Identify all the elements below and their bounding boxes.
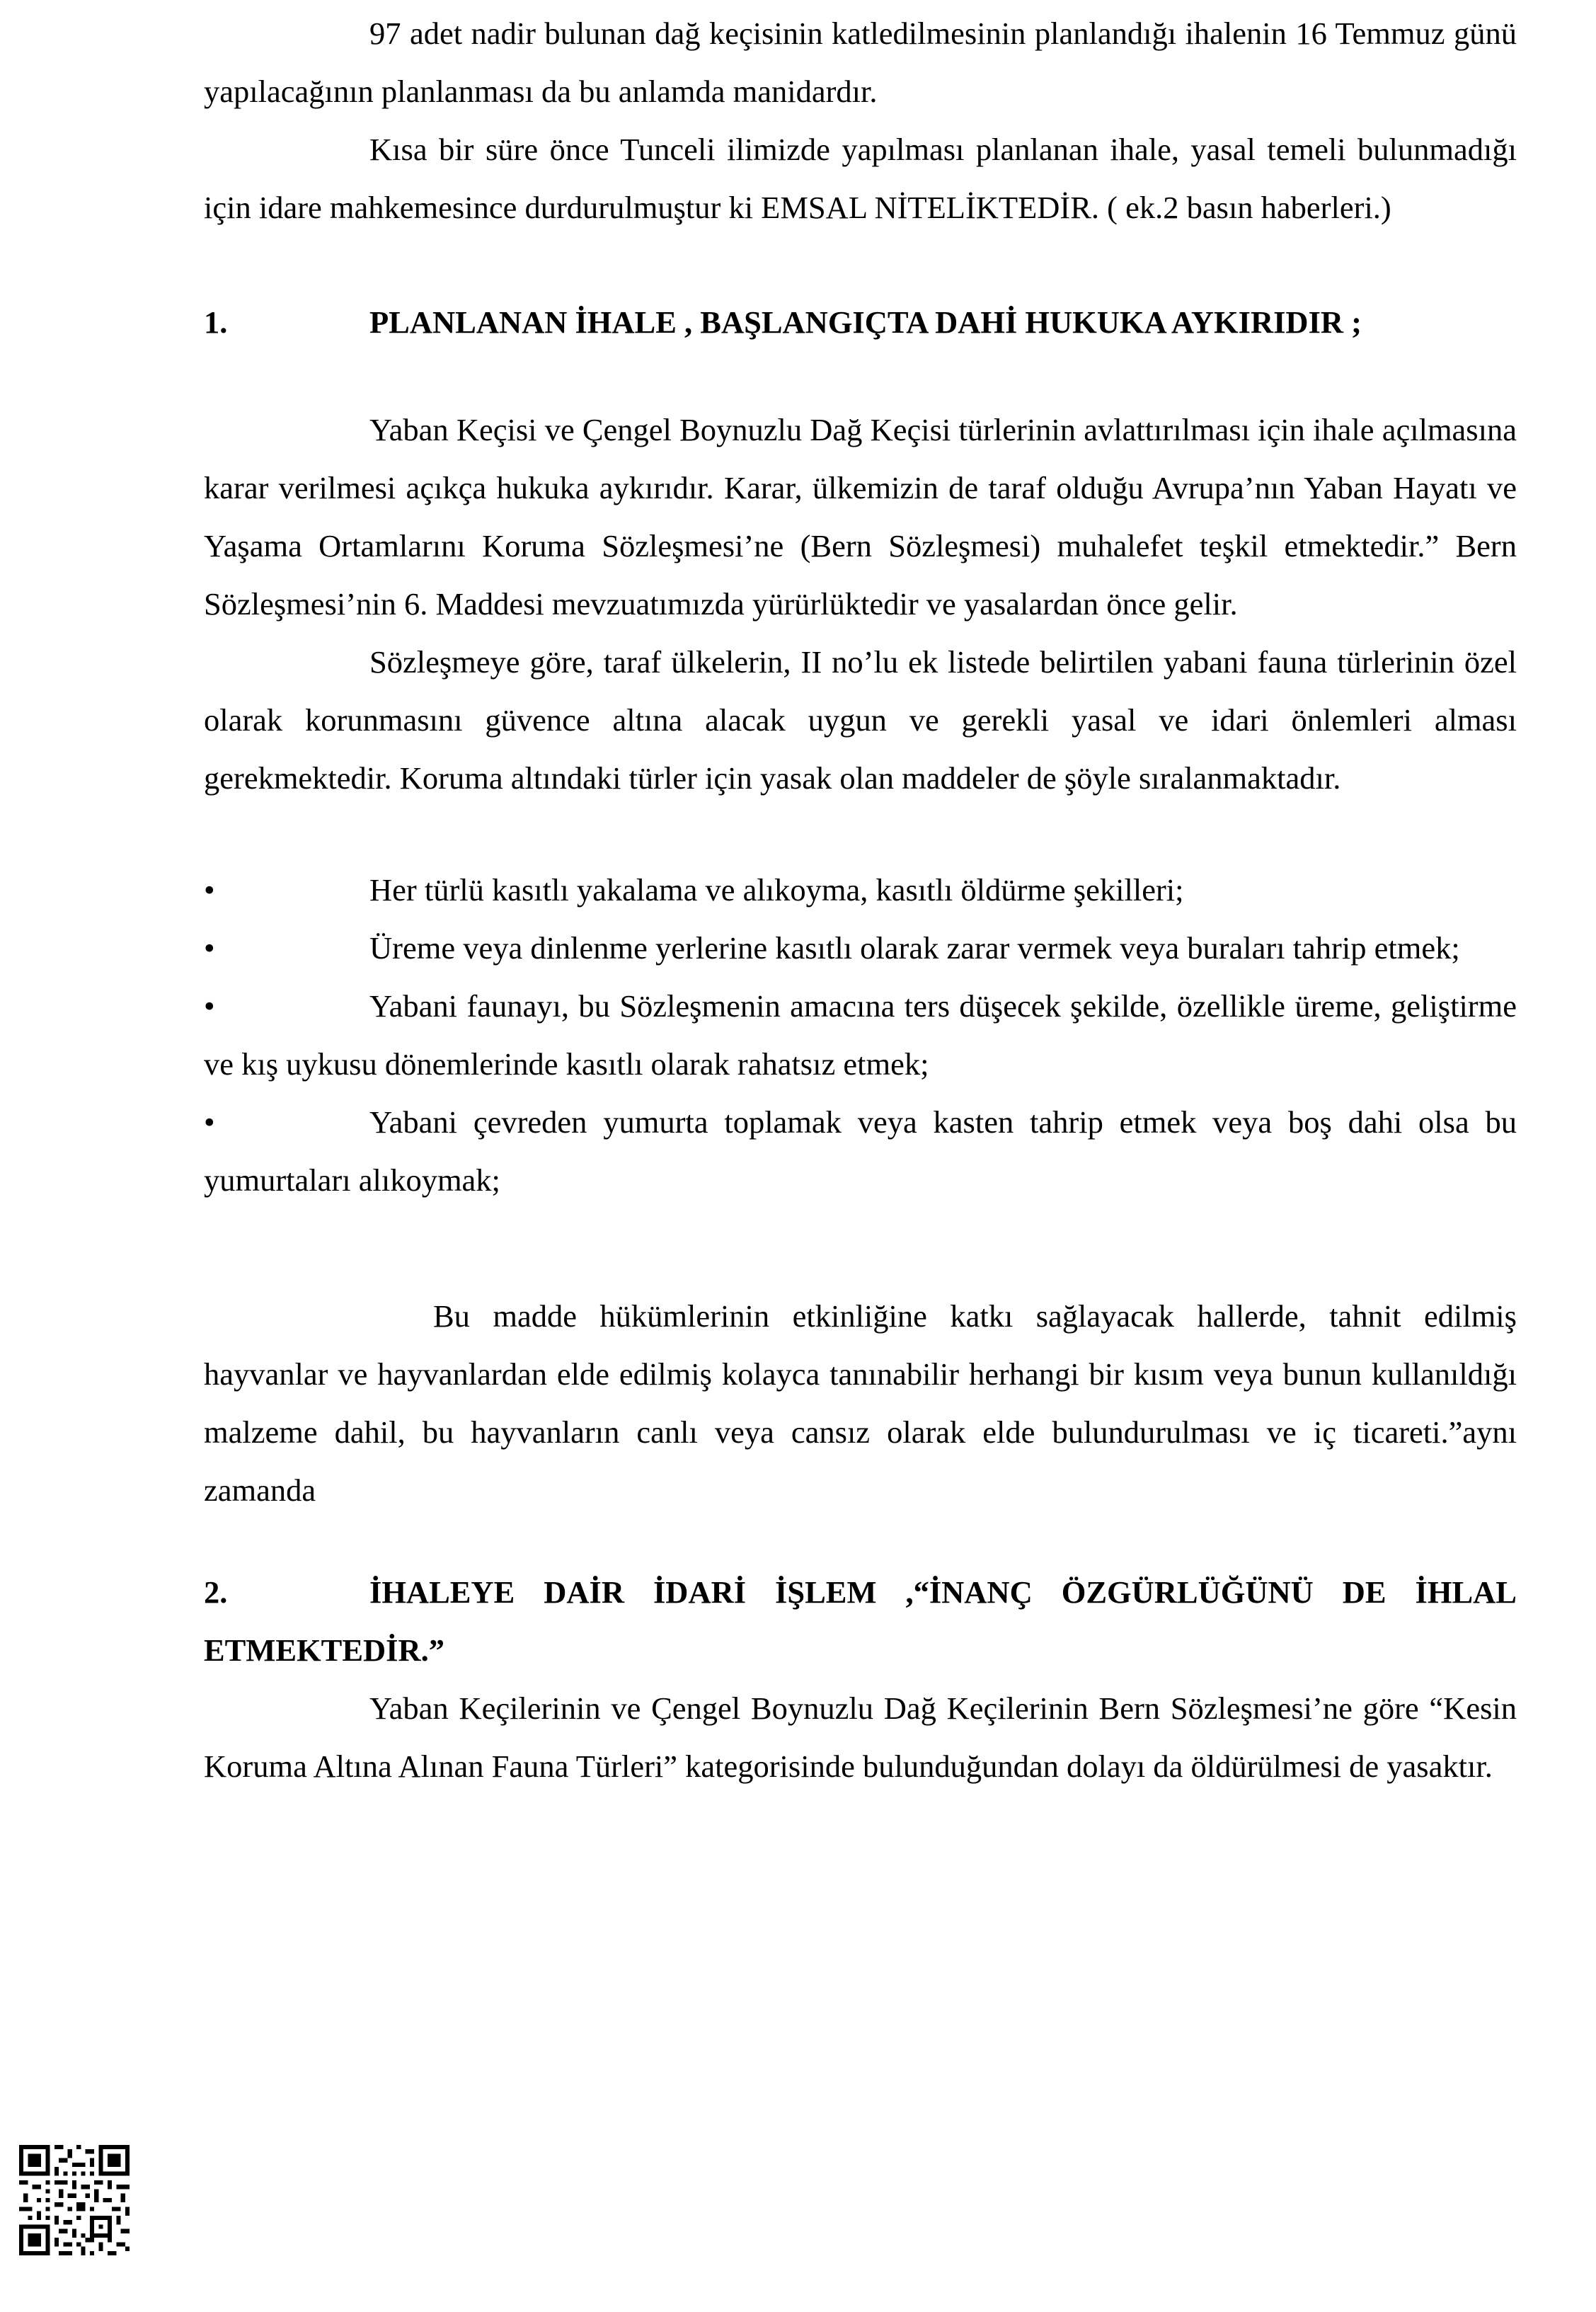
list-item <box>204 861 1517 919</box>
list-item-text: Üreme veya dinlenme yerlerine kasıtlı olarak zarar vermek veya buraları tahrip etmek; <box>369 930 1460 966</box>
list-item-text: Yabani faunayı, bu Sözleşmenin amacına ters düşecek şekilde, özellikle üreme, geliştirme ve kış uykusu dönemlerinde kasıtlı olarak rahatsız etmek; <box>204 988 1517 1082</box>
list-item-text: Yabani çevreden yumurta toplamak veya kasten tahrip etmek veya boş dahi olsa bu yumurtaları alıkoymak; <box>204 1104 1517 1198</box>
prohibited-acts-list <box>204 861 1517 1209</box>
list-item-text: Her türlü kasıtlı yakalama ve alıkoyma, kasıtlı öldürme şekilleri; <box>369 872 1184 908</box>
document-body <box>204 4 1517 1795</box>
list-item <box>204 1093 1517 1209</box>
section-2-heading <box>204 1563 1517 1679</box>
section-2-paragraph-1: Yaban Keçilerinin ve Çengel Boynuzlu Dağ Keçilerinin Bern Sözleşmesi’ne göre “Kesin Koruma Altına Alınan Fauna Türleri” kategorisinde bulunduğundan dolayı da öldürülmesi de yasaktır. <box>204 1690 1517 1784</box>
intro-paragraph-2: Kısa bir süre önce Tunceli ilimizde yapılması planlanan ihale, yasal temeli bulunmadığı için idare mahkemesince durdurulmuştur ki EMSAL NİTELİKTEDİR. ( ek.2 basın haberleri.) <box>204 132 1517 225</box>
intro-paragraph-1: 97 adet nadir bulunan dağ keçisinin katledilmesinin planlandığı ihalenin 16 Temmuz günü yapılacağının planlanması da bu anlamda manidardır. <box>204 16 1517 109</box>
section-2-number: 2. <box>204 1574 228 1610</box>
section-1-heading <box>204 293 1517 351</box>
bullet-icon: • <box>204 930 215 966</box>
bullet-icon: • <box>204 1104 215 1140</box>
list-item <box>204 919 1517 977</box>
section-2-title: İHALEYE DAİR İDARİ İŞLEM ,“İNANÇ ÖZGÜRLÜĞÜNÜ DE İHLAL ETMEKTEDİR.” <box>204 1574 1517 1668</box>
list-item <box>204 977 1517 1093</box>
section-1-title: PLANLANAN İHALE , BAŞLANGIÇTA DAHİ HUKUKA AYKIRIDIR ; <box>369 304 1362 340</box>
section-1-paragraph-2: Sözleşmeye göre, taraf ülkelerin, II no’lu ek listede belirtilen yabani fauna türlerinin özel olarak korunmasını güvence altına alacak uygun ve gerekli yasal ve idari önlemleri alması gerekmektedir. Koruma altındaki türler için yasak olan maddeler de şöyle sıralanmaktadır. <box>204 644 1517 796</box>
bullet-icon: • <box>204 872 215 908</box>
qr-code-icon <box>19 2145 130 2255</box>
bullet-icon: • <box>204 988 215 1024</box>
section-1-paragraph-3: Bu madde hükümlerinin etkinliğine katkı sağlayacak hallerde, tahnit edilmiş hayvanlar ve hayvanlardan elde edilmiş kolayca tanınabilir herhangi bir kısım veya bunun kullanıldığı malzeme dahil, bu hayvanların canlı veya cansız olarak elde bulundurulması ve iç ticareti.”aynı zamanda <box>204 1298 1517 1508</box>
section-1-number: 1. <box>204 304 228 340</box>
section-1-paragraph-1: Yaban Keçisi ve Çengel Boynuzlu Dağ Keçisi türlerinin avlattırılması için ihale açılmasına karar verilmesi açıkça hukuka aykırıdır. Karar, ülkemizin de taraf olduğu Avrupa’nın Yaban Hayatı ve Yaşama Ortamlarını Koruma Sözleşmesi’ne (Bern Sözleşmesi) muhalefet teşkil etmektedir.” Bern Sözleşmesi’nin 6. Maddesi mevzuatımızda yürürlüktedir ve yasalardan önce gelir. <box>204 412 1517 622</box>
